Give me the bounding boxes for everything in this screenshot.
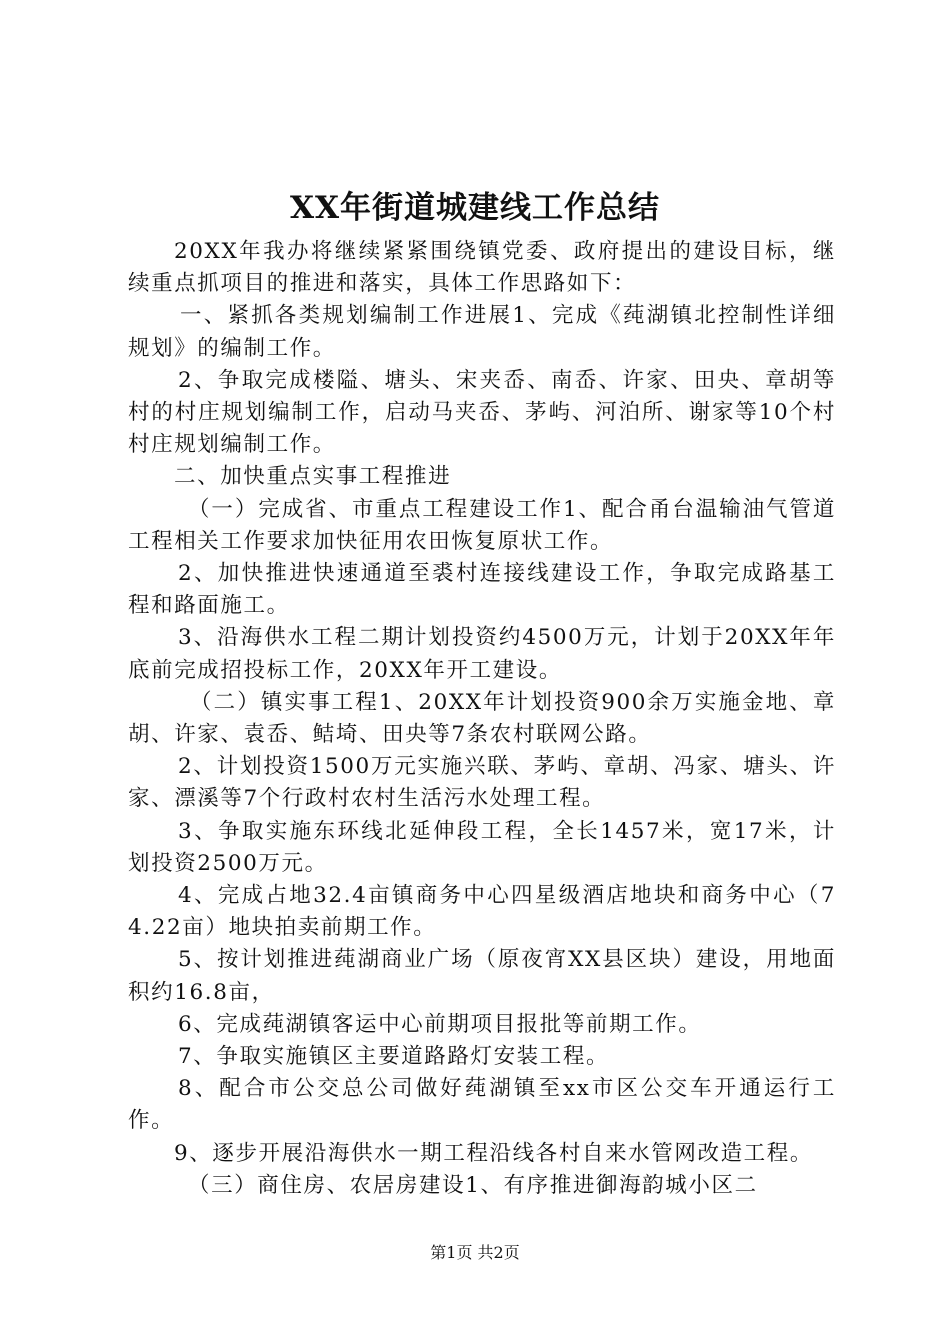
body-paragraph: （一）完成省、市重点工程建设工作1、配合甬台温输油气管道工程相关工作要求加快征用农田恢复原状工作。 [128,496,836,554]
document-title: XX年街道城建线工作总结 [289,190,661,226]
body-paragraph: （二）镇实事工程1、20XX年计划投资900余万实施金地、章胡、许家、袁岙、鲒埼、田央等7条农村联网公路。 [128,689,836,748]
body-paragraph: 3、争取实施东环线北延伸段工程，全长1457米，宽17米，计划投资2500万元。 [128,818,836,876]
body-paragraph: 8、配合市公交总公司做好莼湖镇至xx市区公交车开通运行工作。 [128,1076,836,1134]
body-paragraph: （三）商住房、农居房建设1、有序推进御海韵城小区二 [188,1172,758,1198]
body-paragraph: 6、完成莼湖镇客运中心前期项目报批等前期工作。 [178,1011,702,1037]
body-paragraph: 5、按计划推进莼湖商业广场（原夜宵XX县区块）建设，用地面积约16.8亩， [128,947,836,1005]
body-paragraph: 9、逐步开展沿海供水一期工程沿线各村自来水管网改造工程。 [174,1140,813,1166]
body-paragraph: 二、加快重点实事工程推进 [174,464,452,490]
body-paragraph: 一、紧抓各类规划编制工作进展1、完成《莼湖镇北控制性详细规划》的编制工作。 [128,303,836,361]
body-paragraph: 20XX年我办将继续紧紧围绕镇党委、政府提出的建设目标，继续重点抓项目的推进和落实，具体工作思路如下： [128,239,836,297]
body-paragraph: 4、完成占地32.4亩镇商务中心四星级酒店地块和商务中心（74.22亩）地块拍卖前期工作。 [128,883,836,941]
body-paragraph: 7、争取实施镇区主要道路路灯安装工程。 [178,1044,610,1070]
document-body [128,236,836,1202]
body-paragraph: 3、沿海供水工程二期计划投资约4500万元，计划于20XX年年底前完成招投标工作，20XX年开工建设。 [128,625,836,683]
page-footer: 第1页 共2页 [430,1243,520,1262]
body-paragraph: 2、争取完成楼隘、塘头、宋夹岙、南岙、许家、田央、章胡等村的村庄规划编制工作，启动马夹岙、茅屿、河泊所、谢家等10个村村庄规划编制工作。 [128,367,836,458]
body-paragraph: 2、加快推进快速通道至裘村连接线建设工作，争取完成路基工程和路面施工。 [128,561,836,619]
body-paragraph: 2、计划投资1500万元实施兴联、茅屿、章胡、冯家、塘头、许家、漂溪等7个行政村农村生活污水处理工程。 [128,754,836,812]
